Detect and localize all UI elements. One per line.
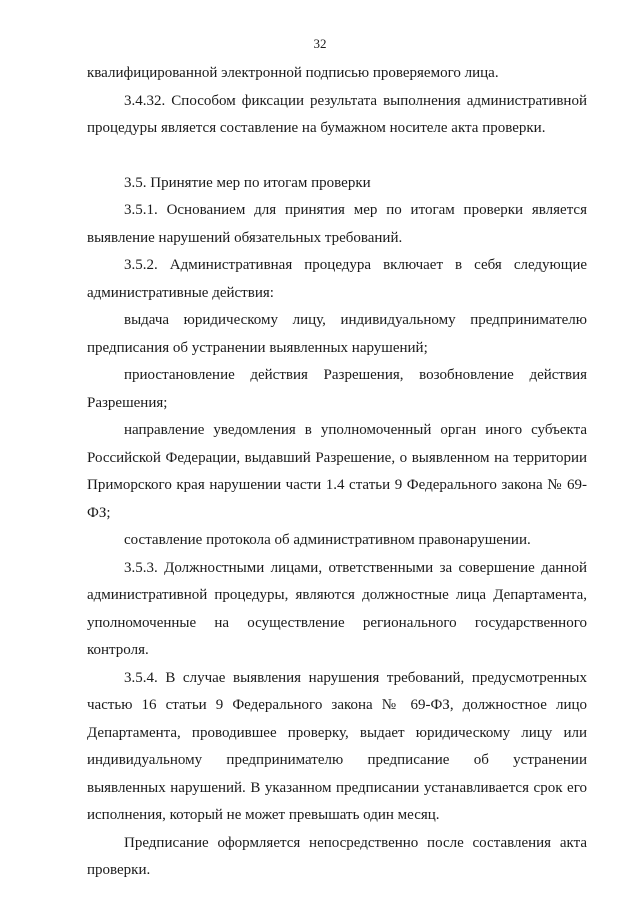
- list-item-suspension: приостановление действия Разрешения, возобновление действия Разрешения;: [87, 367, 587, 411]
- list-item-notification: направление уведомления в уполномоченный орган иного субъекта Российской Федерации, выдавший Разрешение, о выявленном на территории Приморского края нарушении части 1.4 статьи 9 Федерального закона № 69-ФЗ;: [87, 422, 587, 521]
- paragraph-continuation: квалифицированной электронной подписью проверяемого лица.: [87, 65, 499, 81]
- section-heading-3-5: 3.5. Принятие мер по итогам проверки: [124, 174, 371, 191]
- paragraph-3-5-3: 3.5.3. Должностными лицами, ответственными за совершение данной административной процедуры, являются должностные лица Департамента, уполномоченные на осуществление регионального государственного контроля.: [87, 559, 587, 658]
- list-item-prescription: выдача юридическому лицу, индивидуальному предпринимателю предписания об устранении выявленных нарушений;: [87, 312, 587, 356]
- paragraph-3-5-4: 3.5.4. В случае выявления нарушения требований, предусмотренных частью 16 статьи 9 Федерального закона № 69-ФЗ, должностное лицо Департамента, проводившее проверку, выдает юридическому лицу или индивидуальному предпринимателю предписание об устранении выявленных нарушений. В указанном предписании устанавливается срок его исполнения, который не может превышать один месяц.: [87, 669, 587, 823]
- paragraph-3-5-2: 3.5.2. Административная процедура включает в себя следующие административные действия:: [87, 257, 587, 301]
- page-number: 32: [313, 36, 327, 51]
- paragraph-prescription-issued: Предписание оформляется непосредственно после составления акта проверки.: [87, 834, 587, 878]
- document-body: [87, 60, 587, 885]
- paragraph-3-5-1: 3.5.1. Основанием для принятия мер по итогам проверки является выявление нарушений обязательных требований.: [87, 202, 587, 246]
- list-item-protocol: составление протокола об административном правонарушении.: [124, 532, 531, 548]
- paragraph-3-4-32: 3.4.32. Способом фиксации результата выполнения административной процедуры является составление на бумажном носителе акта проверки.: [87, 92, 587, 136]
